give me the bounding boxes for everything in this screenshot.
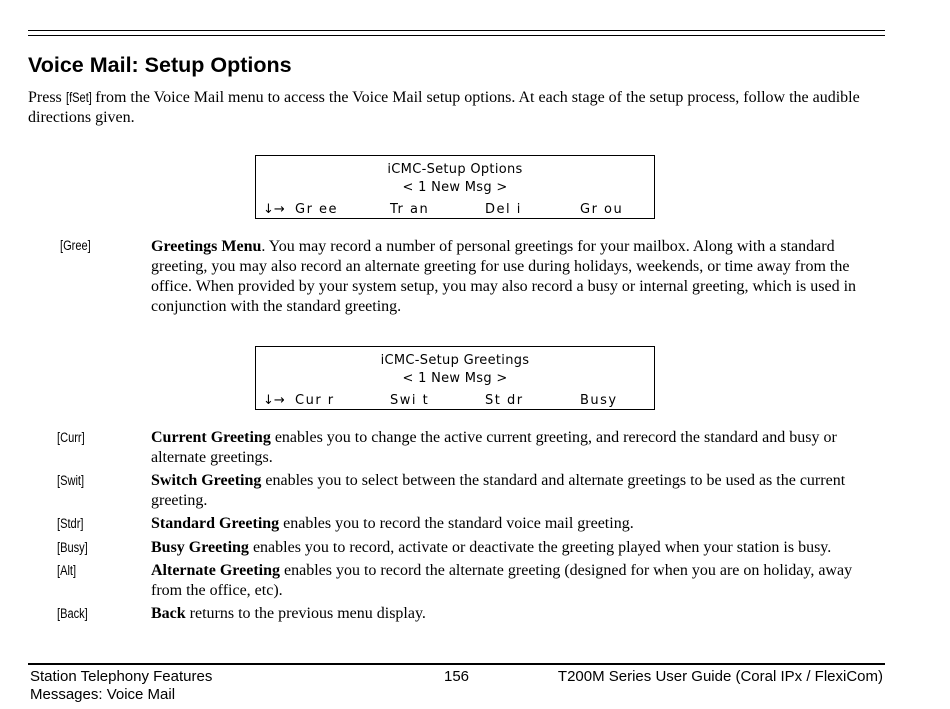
footer-page-number: 156: [444, 668, 470, 685]
scroll-arrows-icon: ↓→: [263, 393, 285, 408]
desc-busy-greeting: [151, 538, 886, 558]
softkey-swit[interactable]: Swi t: [390, 393, 430, 408]
key-curr: [Curr]: [57, 430, 85, 445]
desc-title: Switch Greeting: [151, 472, 262, 489]
desc-alternate-greeting: [151, 561, 886, 601]
softkey-tran[interactable]: Tr an: [390, 202, 430, 217]
lcd-line-2: < 1 New Msg >: [402, 371, 508, 386]
softkey-busy[interactable]: Busy: [580, 393, 618, 408]
intro-text-pre: Press: [28, 89, 66, 106]
intro-key-fset: [fSet]: [65, 90, 92, 105]
desc-text: enables you to record the alternate greeting (designed for when you are on holiday, away from the office, etc).: [151, 562, 853, 599]
key-stdr: [Stdr]: [57, 516, 84, 531]
desc-text: enables you to record, activate or deactivate the greeting played when your station is busy.: [248, 539, 832, 556]
desc-text: enables you to record the standard voice mail greeting.: [279, 515, 634, 532]
desc-current-greeting: [151, 428, 886, 468]
desc-title: Current Greeting: [151, 429, 271, 446]
footer-document-title: T200M Series User Guide (Coral IPx / FlexiCom): [557, 668, 883, 685]
header-rule-top: [28, 30, 885, 31]
softkey-curr[interactable]: Cur r: [295, 393, 335, 408]
softkey-gree[interactable]: Gr ee: [295, 202, 339, 217]
desc-title: Alternate Greeting: [151, 562, 280, 579]
desc-title: Back: [151, 605, 186, 622]
lcd-display-setup-options: [255, 155, 655, 219]
desc-title: Busy Greeting: [151, 539, 249, 556]
intro-text-post: from the Voice Mail menu to access the Voice Mail setup options. At each stage of the setup process, follow the audible directions given.: [28, 89, 860, 126]
footer-subsection-title: Messages: Voice Mail: [30, 686, 176, 703]
lcd-line-2: < 1 New Msg >: [402, 180, 508, 195]
footer-rule: [28, 663, 885, 665]
desc-back: [151, 604, 886, 624]
lcd-line-1: iCMC-Setup Options: [387, 162, 523, 177]
desc-standard-greeting: [151, 514, 886, 534]
softkey-deli[interactable]: Del i: [485, 202, 522, 217]
softkey-grou[interactable]: Gr ou: [580, 202, 624, 217]
desc-title: Standard Greeting: [151, 515, 280, 532]
desc-greetings-menu: [151, 237, 886, 317]
header-rule-bottom: [28, 35, 885, 36]
desc-greetings-menu-title: Greetings Menu: [151, 238, 262, 255]
desc-text: returns to the previous menu display.: [185, 605, 426, 622]
desc-switch-greeting: [151, 471, 886, 511]
intro-paragraph: [28, 88, 878, 128]
key-back: [Back]: [57, 606, 88, 621]
key-swit: [Swit]: [57, 473, 85, 488]
softkey-stdr[interactable]: St dr: [485, 393, 524, 408]
key-gree: [Gree]: [60, 238, 91, 253]
desc-text: enables you to change the active current greeting, and rerecord the standard and busy or alternate greetings.: [151, 429, 837, 466]
key-busy: [Busy]: [57, 540, 88, 555]
key-alt: [Alt]: [57, 563, 77, 578]
footer-section-title: Station Telephony Features: [30, 668, 213, 685]
desc-text: enables you to select between the standard and alternate greetings to be used as the current greeting.: [151, 472, 846, 509]
lcd-display-setup-greetings: [255, 346, 655, 410]
scroll-arrows-icon: ↓→: [263, 202, 285, 217]
desc-greetings-menu-text: . You may record a number of personal greetings for your mailbox. Along with a standard greeting, you may also record an alternate greeting for use during holidays, weekends, or time away from the office. When provided by your system setup, you may also record a busy or internal greeting, which is used in conjunction with the standard greeting.: [151, 238, 857, 315]
page-title: Voice Mail: Setup Options: [28, 53, 292, 77]
lcd-line-1: iCMC-Setup Greetings: [380, 353, 530, 368]
